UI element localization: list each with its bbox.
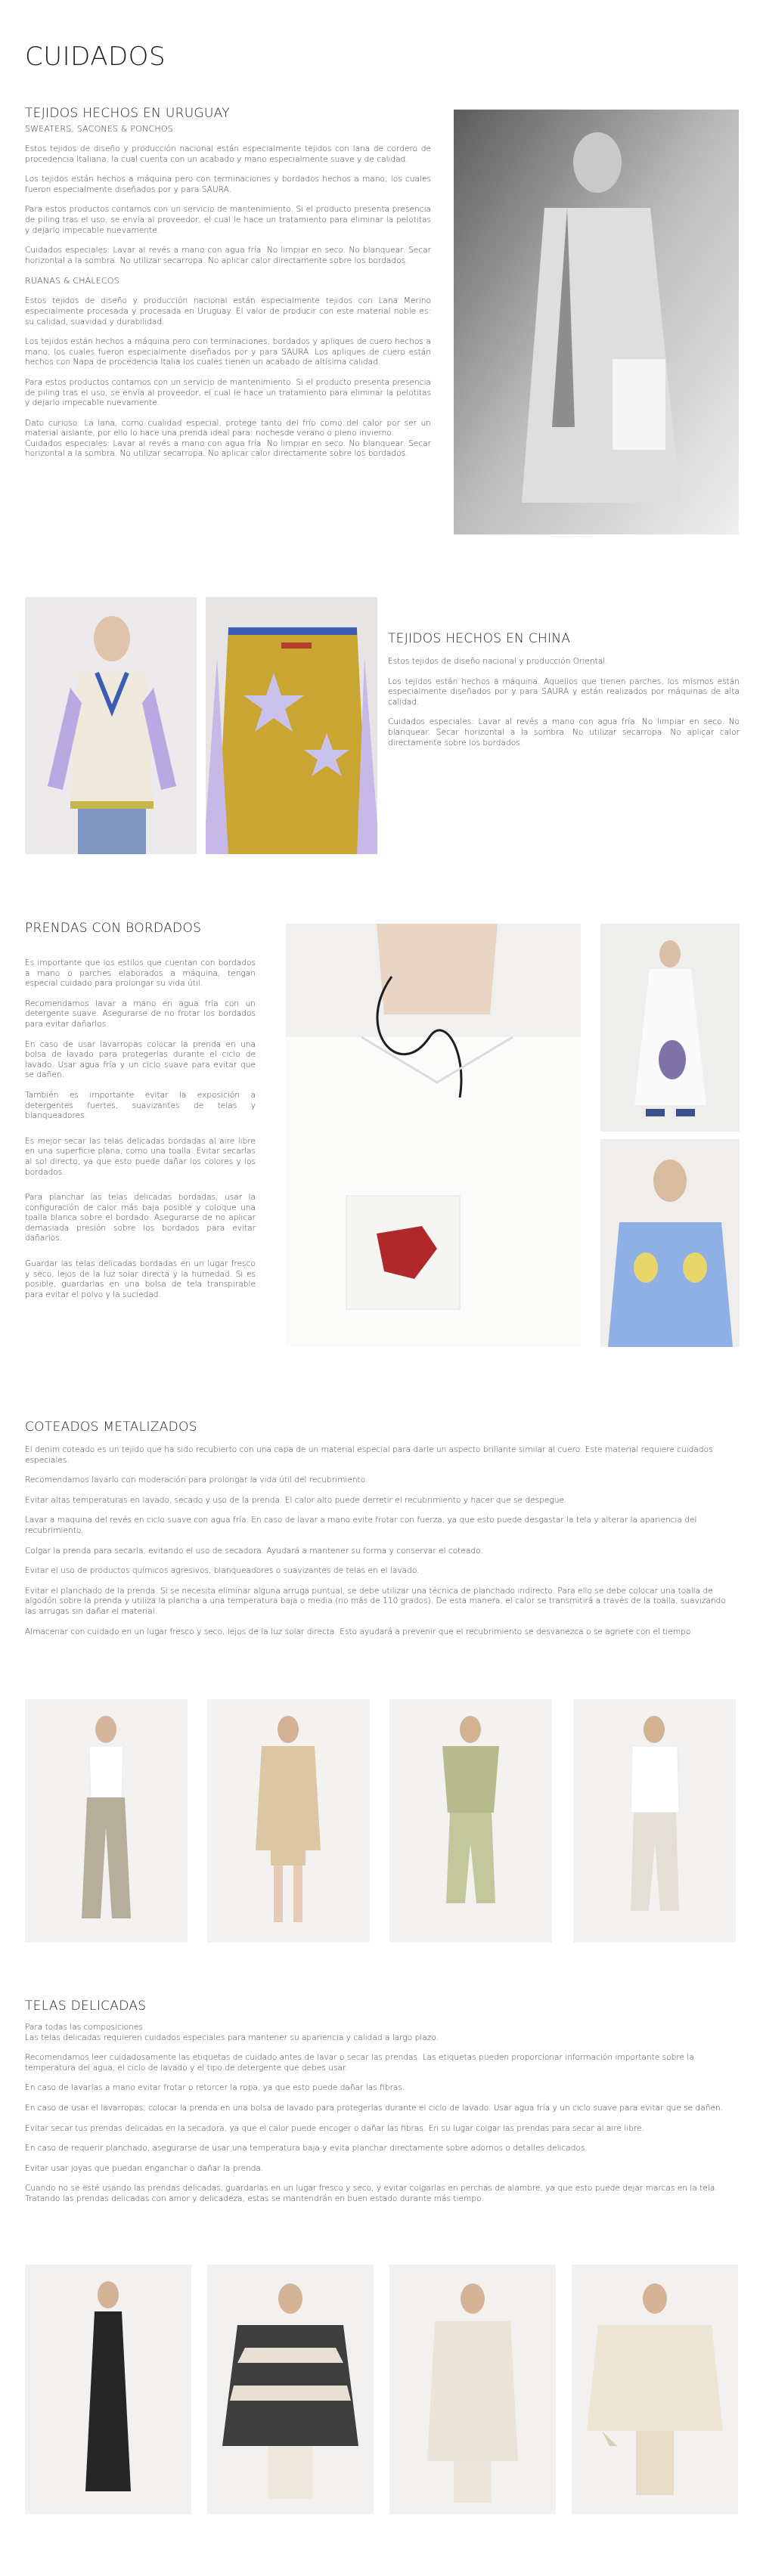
- section-title: TEJIDOS HECHOS EN CHINA: [388, 631, 571, 646]
- paragraph: Recomendamos lavarlo con moderación para prolongar la vida útil del recubrimiento.: [25, 1475, 368, 1485]
- paragraph: Guardar las telas delicadas bordadas en un lugar fresco y seco, lejos de la luz solar directa y la humedad. Si es posible, guardarlas en una bolsa de tela transpirable para evitar el polvo y la suciedad.: [25, 1259, 256, 1299]
- paragraph: Cuidados especiales: Lavar al revés a mano con agua fría. No limpiar en seco. No blanquear. Secar horizontal a la sombra. No utilizar secarropa. No aplicar calor directamente sobre los bordados.: [388, 717, 740, 748]
- section-title: PRENDAS CON BORDADOS: [25, 921, 202, 936]
- paragraph: Para todas las composiciones: [25, 2023, 143, 2032]
- paragraph: Estos tejidos de diseño y producción nacional están especialmente tejidos con Lana Merino especialmente procesada y procesada en Uruguay. El valor de producir con este material noble es: su calidad, suavidad y durabilidad.: [25, 296, 431, 327]
- paragraph: Evitar secar tus prendas delicadas en la secadora, ya que el calor puede encoger o dañar las fibras. En su lugar colgar las prendas para secar al aire libre.: [25, 2123, 644, 2133]
- paragraph: Los tejidos están hechos a máquina pero con terminaciones, bordados y apliques de cuero hechos a mano; los cuales fueron especialmente diseñados por y para SAURA. Los apliques de cuero están hechos con Napa de procedencia Italia los cuales tienen un acabado de altísima calidad.: [25, 337, 431, 367]
- paragraph: Es importante que los estilos que cuentan con bordados a mano o parches elaborados a máquina, tengan especial cuidado para prolongar su vida útil.: [25, 958, 256, 989]
- section-metalizados: [25, 1420, 740, 1647]
- model-photo-white-dress: [600, 924, 740, 1132]
- paragraph: Evitar altas temperaturas en lavado, secado y uso de la prenda. El calor alto puede derretir el recubrimiento y hacer que se despegue.: [25, 1495, 567, 1505]
- paragraph: Para planchar las telas delicadas bordadas, usar la configuración de calor más baja posible y coloque una toalla blanca sobre el bordado. Asegurarse de no aplicar demasiada presión sobre los bordados para evitar dañarlos.: [25, 1193, 256, 1243]
- paragraph: Los tejidos están hechos a máquina. Aquellos que tienen parches, los mismos están especialmente diseñados por y para SAURA y están realizados por máquinas de alta calidad.: [388, 677, 740, 707]
- paragraph: Colgar la prenda para secarla, evitando el uso de secadora. Ayudará a mantener su forma y conservar el coteado.: [25, 1546, 483, 1556]
- paragraph: Para estos productos contamos con un servicio de mantenimiento. Si el producto presenta presencia de piling tras el uso, se envía al proveedor, el cual le hace un tratamiento para eliminar la pelotitas y dejarlo impecable nuevamente.: [25, 377, 431, 408]
- model-photo-striped-poncho: [207, 2265, 374, 2514]
- model-photo-embroidered-shirt: [286, 924, 581, 1347]
- section-uruguay: [25, 106, 431, 469]
- paragraph: Las telas delicadas requieren cuidados especiales para mantener su apariencia y calidad a largo plazo.: [25, 2033, 439, 2042]
- paragraph: En caso de requerir planchado, asegurarse de usar una temperatura baja y evita planchar directamente sobre adornos o detalles delicados.: [25, 2144, 588, 2153]
- paragraph: Evitar usar joyas que puedan enganchar o dañar la prenda.: [25, 2163, 264, 2173]
- paragraph: Estos tejidos de diseño nacional y producción Oriental.: [388, 657, 608, 666]
- paragraph: Tratando las prendas delicadas con amor y delicadeza, estas se mantendrán en buen estado durante más tiempo.: [25, 2194, 484, 2203]
- paragraph: En caso de usar lavarropas colocar la prenda en una bolsa de lavado para protegerlas durante el ciclo de lavado. Usar agua fría y un ciclo suave para evitar que se dañen.: [25, 1039, 256, 1080]
- model-photo-poncho: [454, 110, 739, 534]
- model-photo-vest-back: [206, 597, 377, 854]
- paragraph: Evitar el planchado de la prenda. Si se necesita eliminar alguna arruga puntual, se debe utilizar una técnica de planchado indirecto. Para ello se debe colocar una toalla de algodón sobre la prenda y utiliza la plancha a una temperatura baja o media (no más de 110 grados). De esta manera, el calor se transmitirá a través de la toalla, suavizando las arrugas sin dañar el material.: [25, 1586, 726, 1616]
- model-photo-blue-shirt: [600, 1139, 740, 1347]
- model-photo-light-cardigan: [389, 2265, 556, 2514]
- paragraph: Cuidados especiales: Lavar al revés a mano con agua fría. No limpiar en seco. No blanquear. Secar horizontal a la sombra. No utilizar secarropa. No aplicar calor directamente sobre los bordados.: [25, 246, 431, 265]
- section-title: TEJIDOS HECHOS EN URUGUAY: [25, 106, 230, 121]
- page-title: CUIDADOS: [25, 42, 166, 72]
- paragraph: También es importante evitar la exposición a detergentes fuertes, suavizantes de telas y blanqueadores.: [25, 1090, 256, 1121]
- subsection-title: RUANAS & CHALECOS: [25, 276, 119, 286]
- section-china: [388, 631, 740, 758]
- model-photo-cargo-pants: [25, 1699, 188, 1943]
- model-photo-green-set: [389, 1699, 552, 1943]
- paragraph: Cuando no se esté usando las prendas delicadas, guardarlas en un lugar fresco y seco, y evitar colgarlas en perchas de alambre, ya que esto puede dejar marcas en la tela.: [25, 2184, 718, 2194]
- paragraph: Evitar el uso de productos químicos agresivos, blanqueadores o suavizantes de telas en el lavado.: [25, 1566, 420, 1576]
- paragraph: Estos tejidos de diseño y producción nacional están especialmente tejidos con lana de cordero de procedencia Italiana, la cual cuenta con un acabado y mano especialmente suave y de calidad.: [25, 144, 431, 164]
- paragraph: El denim coteado es un tejido que ha sido recubierto con una capa de un material especial para darle un aspecto brillante similar al cuero. Este material requiere cuidados especiales.: [25, 1445, 713, 1465]
- section-title: TELAS DELICADAS: [25, 1999, 147, 2014]
- model-photo-vest-front: [25, 597, 197, 854]
- model-photo-blazer: [207, 1699, 370, 1943]
- paragraph: En caso de usar el lavarropas, colocar la prenda en una bolsa de lavado para protegerlas durante el ciclo de lavado. Usar agua fría y un ciclo suave para evitar que se dañen.: [25, 2103, 724, 2113]
- model-photo-white-set: [573, 1699, 736, 1943]
- paragraph: Recomendamos leer cuidadosamente las etiquetas de cuidado antes de lavar o secar las prendas. Las etiquetas pueden proporcionar información importante sobre la temperatura del agua, el ciclo de lavado y el tipo de detergente que debes usar.: [25, 2053, 694, 2073]
- paragraph: Lavar a maquina del revés en ciclo suave con agua fría. En caso de lavar a mano evite frotar con fuerza, ya que esto puede desgastar la tela y alterar la apariencia del recubrimiento.: [25, 1516, 697, 1535]
- section-title: COTEADOS METALIZADOS: [25, 1420, 197, 1435]
- paragraph: Los tejidos están hechos a máquina pero con terminaciones y bordados hechos a mano; los cuales fueron especialmente diseñados por y para SAURA.: [25, 175, 431, 194]
- paragraph: Cuidados especiales: Lavar al revés a mano con agua fría. No limpiar en seco. No blanquear. Secar horizontal a la sombra. No utilizar secarropa. No aplicar calor directamente sobre los bordados.: [25, 438, 431, 459]
- paragraph: Recomendamos lavar a mano en agua fría con un detergente suave. Asegurarse de no frotar los bordados para evitar dañarlos.: [25, 999, 256, 1029]
- paragraph: Almacenar con cuidado en un lugar fresco y seco, lejos de la luz solar directa. Esto ayudará a prevenir que el recubrimiento se desvanezca o se agriete con el tiempo.: [25, 1627, 693, 1636]
- model-photo-black-knit-dress: [25, 2265, 191, 2514]
- model-photo-cream-ruana: [572, 2265, 738, 2514]
- paragraph: Es mejor secar las telas delicadas bordadas al aire libre en una superficie plana, como una toalla. Evitar secarlas al sol directo, ya que esto puede dañar los colores y los bordados.: [25, 1136, 256, 1177]
- paragraph: Dato curioso: La lana, como cualidad especial, protege tanto del frío como del calor por ser un material aislante, por ello lo hace una prenda ideal para: nochesde verano o pleno invierno.: [25, 418, 431, 438]
- section-bordados: [25, 921, 256, 1310]
- paragraph: Para estos productos contamos con un servicio de mantenimiento. Si el producto presenta presencia de piling tras el uso, se envía al proveedor, el cual le hace un tratamiento para eliminar la pelotitas y dejarlo impecable nuevamente.: [25, 205, 431, 235]
- paragraph: En caso de lavarlas a mano evitar frotar o retorcer la ropa, ya que esto puede dañar las fibras.: [25, 2083, 405, 2093]
- subsection-title: SWEATERS, SACONES & PONCHOS: [25, 124, 173, 134]
- section-delicadas: [25, 1999, 740, 2215]
